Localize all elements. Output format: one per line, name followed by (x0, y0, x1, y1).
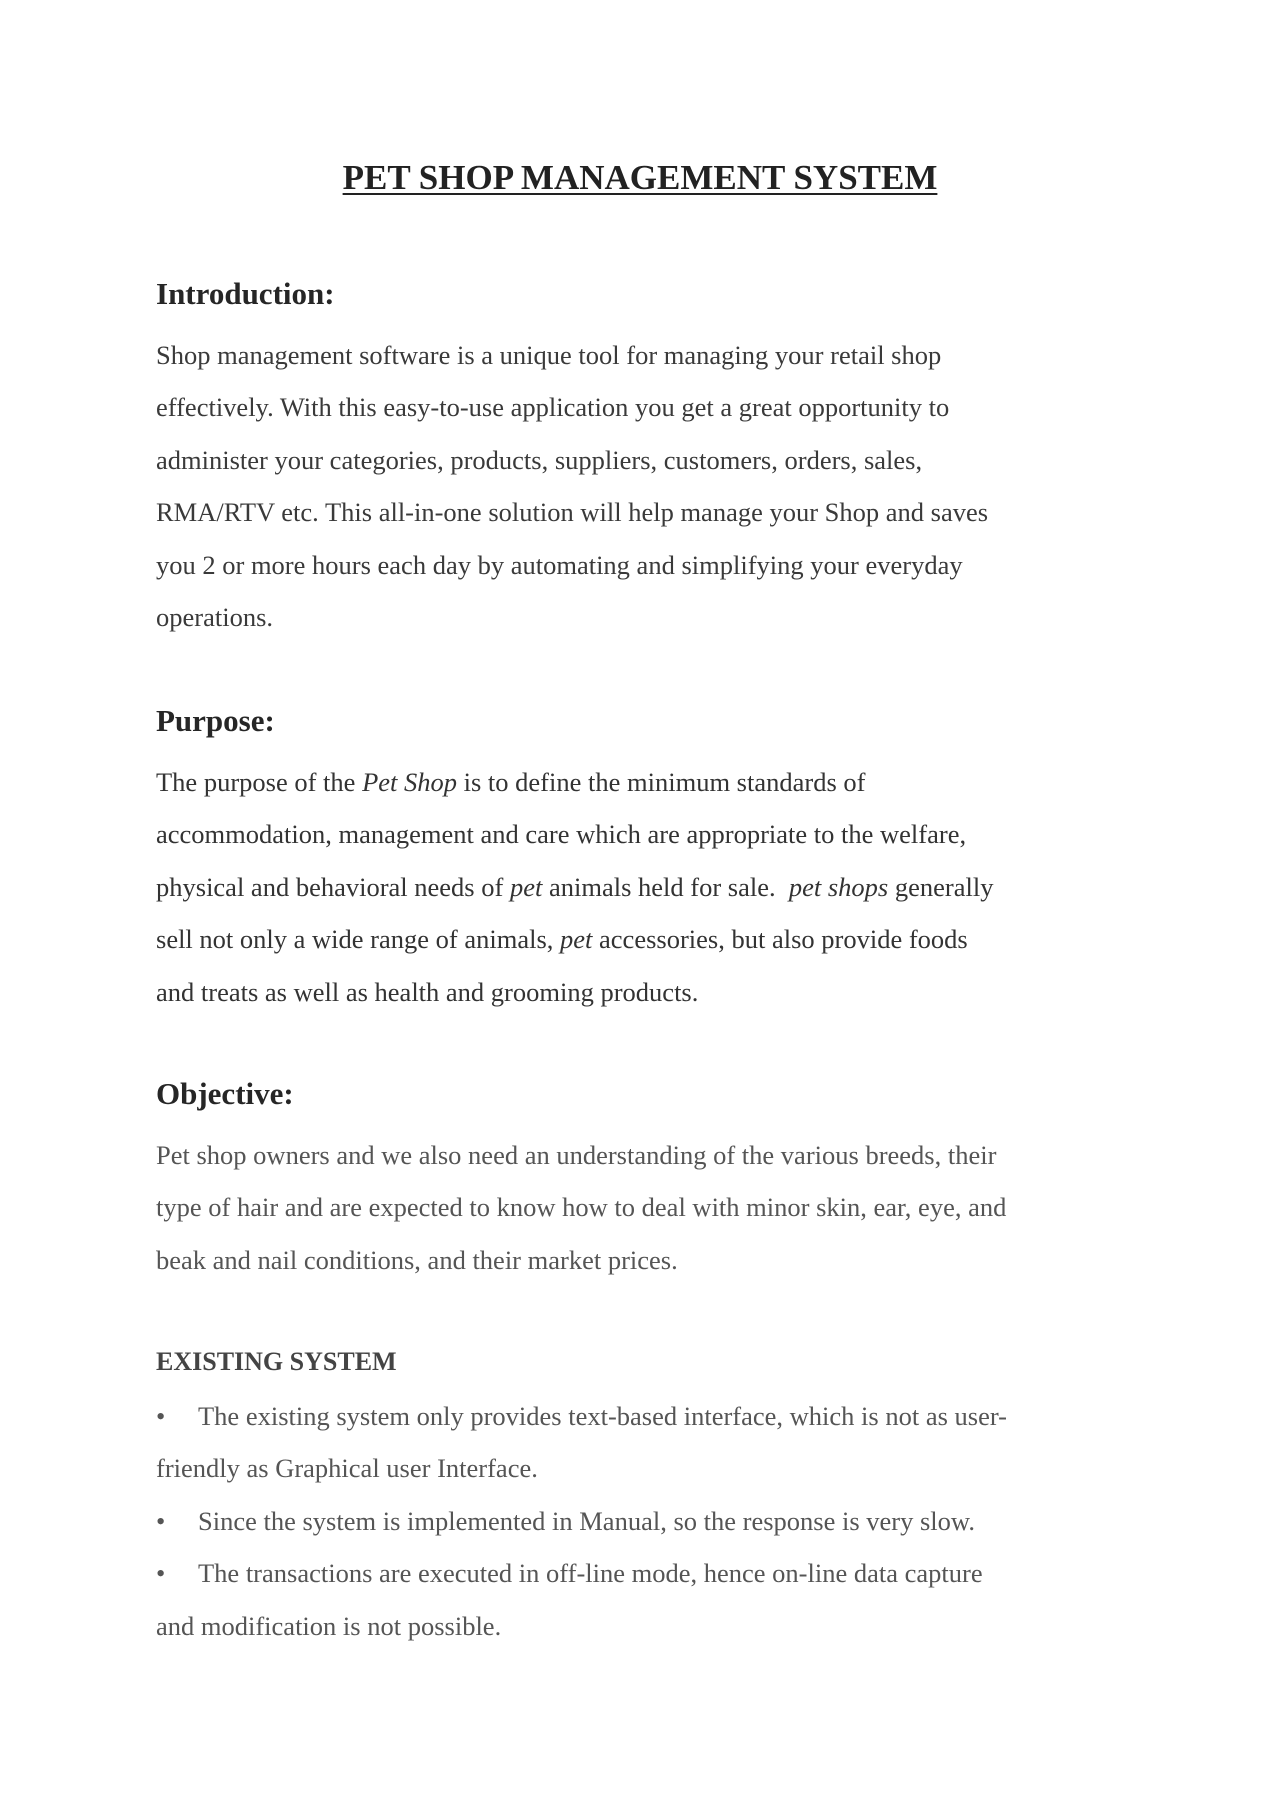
purpose-heading: Purpose: (156, 703, 275, 738)
list-item-text: Since the system is implemented in Manual, so the response is very slow. (198, 1505, 975, 1536)
text-line (156, 861, 1156, 913)
objective-paragraph (156, 1129, 1156, 1286)
text-line: Pet shop owners and we also need an understanding of the various breeds, their (156, 1140, 997, 1170)
introduction-paragraph (156, 329, 1156, 643)
existing-system-heading: EXISTING SYSTEM (156, 1347, 397, 1376)
text-line: accommodation, management and care which are appropriate to the welfare, (156, 819, 967, 850)
list-item (156, 1495, 1156, 1547)
italic-segment: pet (560, 924, 593, 955)
objective-heading: Objective: (156, 1076, 294, 1111)
text-segment: generally (888, 871, 994, 902)
text-segment: The purpose of the (156, 767, 363, 797)
text-line: effectively. With this easy-to-use application you get a great opportunity to (156, 392, 950, 423)
text-segment: animals held for sale. (542, 871, 789, 902)
list-item (156, 1547, 1156, 1599)
text-line (156, 756, 1156, 808)
bullet-icon: • (156, 1505, 166, 1536)
text-line: beak and nail conditions, and their market prices. (156, 1244, 678, 1275)
existing-system-list (156, 1390, 1156, 1652)
text-line: RMA/RTV etc. This all-in-one solution will help manage your Shop and saves (156, 497, 989, 528)
text-segment: accessories, but also provide foods (592, 924, 968, 955)
document-title (0, 158, 1280, 198)
title-text: PET SHOP MANAGEMENT SYSTEM (342, 158, 938, 197)
text-line: administer your categories, products, suppliers, customers, orders, sales, (156, 444, 923, 475)
text-line: Shop management software is a unique tool for managing your retail shop (156, 340, 942, 370)
italic-segment: pet (509, 871, 543, 902)
list-item (156, 1390, 1156, 1442)
bullet-icon: • (156, 1558, 166, 1589)
text-line: you 2 or more hours each day by automating and simplifying your everyday (156, 549, 963, 580)
text-segment: physical and behavioral needs of (156, 871, 510, 902)
introduction-heading: Introduction: (156, 276, 335, 311)
text-segment: is to define the minimum standards of (457, 767, 866, 797)
text-line: operations. (156, 602, 274, 633)
list-item-text: The existing system only provides text-based interface, which is not as user- (198, 1401, 1007, 1431)
bullet-icon: • (156, 1401, 166, 1431)
text-line (156, 913, 1156, 965)
text-segment: sell not only a wide range of animals, (156, 924, 561, 955)
italic-segment: pet shops (788, 871, 889, 902)
list-item-text: The transactions are executed in off-line mode, hence on-line data capture (198, 1558, 983, 1589)
list-item-continuation: friendly as Graphical user Interface. (156, 1453, 538, 1484)
text-line: and treats as well as health and grooming products. (156, 976, 699, 1007)
purpose-paragraph (156, 756, 1156, 1018)
text-line: type of hair and are expected to know how to deal with minor skin, ear, eye, and (156, 1192, 1007, 1223)
list-item-continuation: and modification is not possible. (156, 1610, 502, 1641)
italic-segment: Pet Shop (362, 767, 457, 797)
